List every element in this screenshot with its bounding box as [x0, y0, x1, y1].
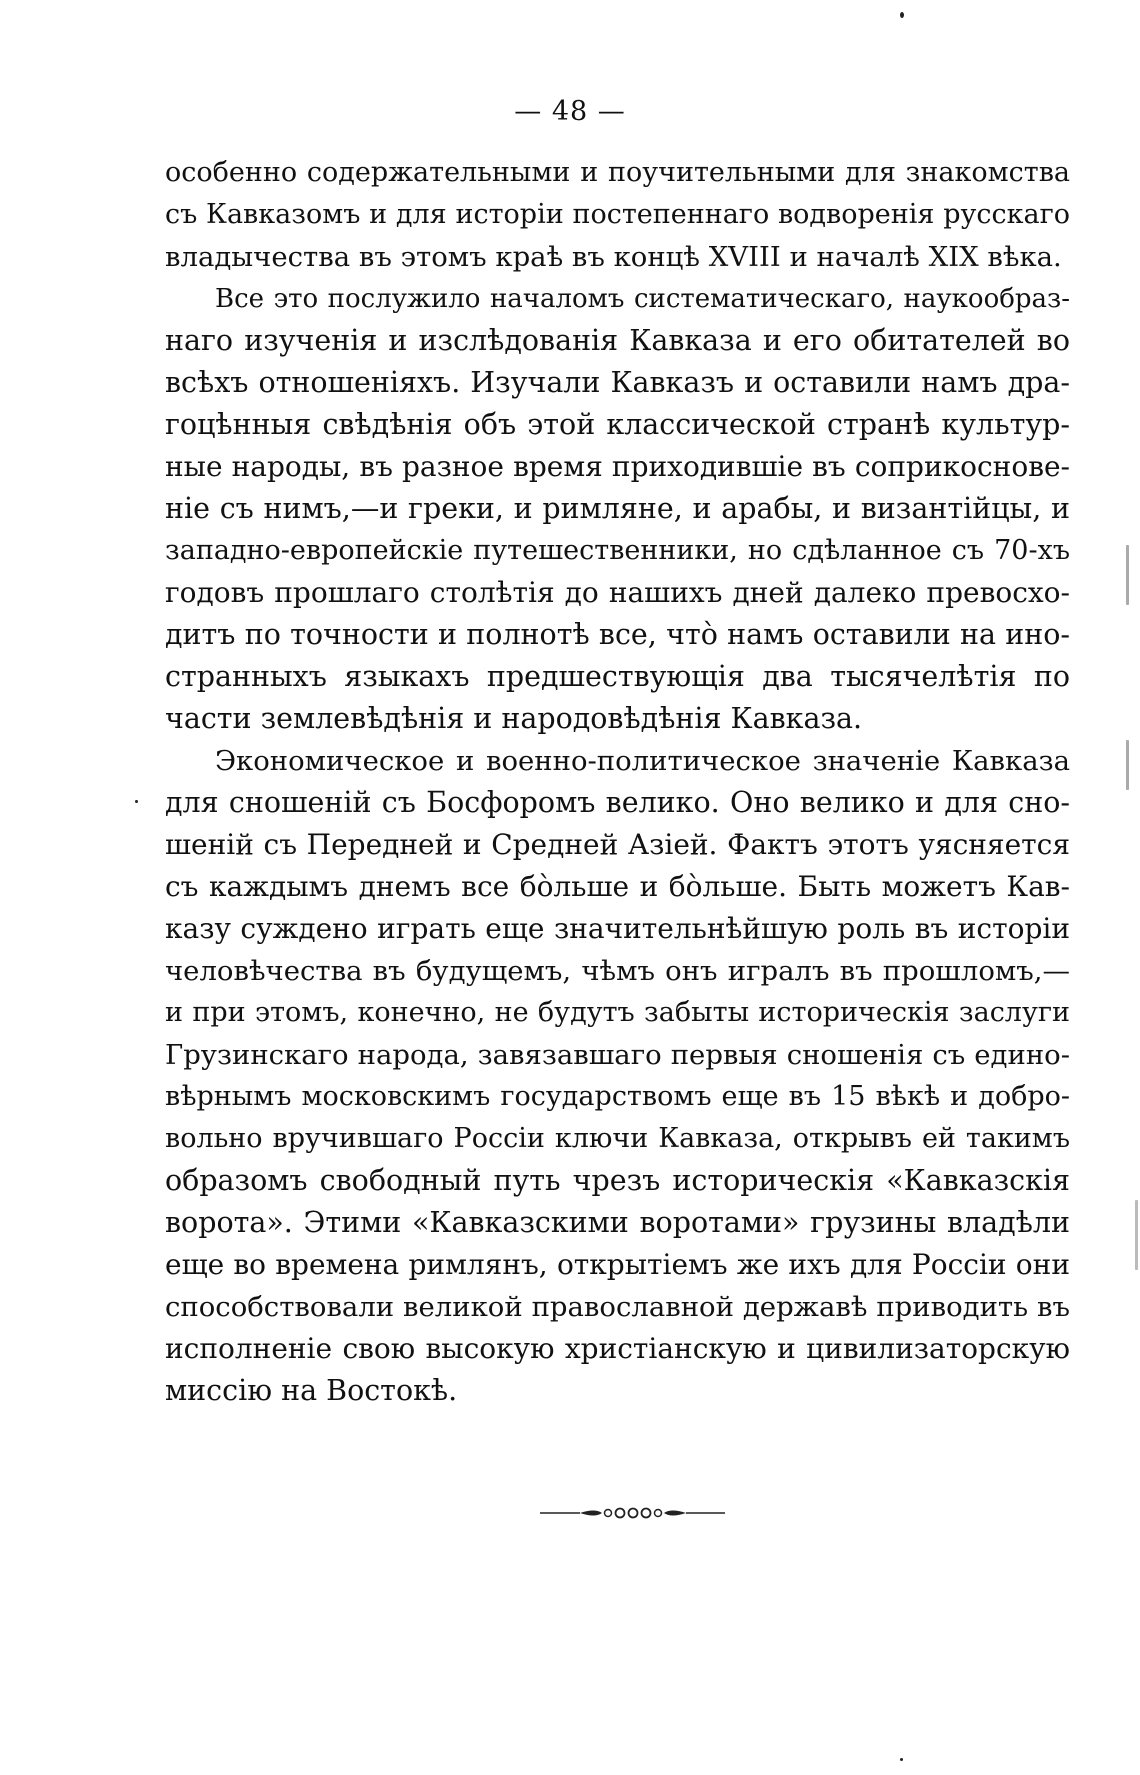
text-line: западно-европейскіе путешественники, но сдѣланное съ 70-хъ [165, 535, 1070, 566]
text-line: гоцѣнныя свѣдѣнія объ этой классической странѣ культур- [165, 408, 1070, 441]
text-line: миссію на Востокѣ. [165, 1374, 458, 1407]
text-line: казу суждено играть еще значительнѣйшую роль въ исторіи [165, 912, 1070, 945]
text-line: образомъ свободный путь чрезъ историческія «Кавказскія [165, 1164, 1070, 1197]
scan-speck [135, 800, 138, 803]
text-line: Грузинскаго народа, завязавшаго первыя сношенія съ едино- [165, 1039, 1070, 1071]
body-text [165, 152, 1070, 1412]
text-line: ворота». Этими «Кавказскими воротами» грузины владѣли [165, 1206, 1070, 1239]
text-line: еще во времена римлянъ, открытіемъ же ихъ для Россіи они [165, 1248, 1070, 1281]
text-line: способствовали великой православной державѣ приводить въ [165, 1291, 1070, 1323]
text-line: съ каждымъ днемъ все бо̀льше и бо̀льше. Быть можетъ Кав- [165, 870, 1070, 903]
text-line: для сношеній съ Босфоромъ велико. Оно велико и для сно- [165, 786, 1070, 819]
text-line: ніе съ нимъ,—и греки, и римляне, и арабы, и византійцы, и [165, 492, 1070, 525]
text-line: вѣрнымъ московскимъ государствомъ еще въ 15 вѣкѣ и добро- [165, 1081, 1070, 1112]
text-line: человѣчества въ будущемъ, чѣмъ онъ игралъ въ прошломъ,— [165, 955, 1070, 987]
scan-speck [900, 1758, 903, 1761]
text-line: странныхъ языкахъ предшествующія два тысячелѣтія по [165, 660, 1070, 693]
text-line: вольно вручившаго Россіи ключи Кавказа, открывъ ей такимъ [165, 1123, 1070, 1154]
text-line: ные народы, въ разное время приходившіе въ соприкоснове- [165, 450, 1070, 483]
text-line: части землевѣдѣнія и народовѣдѣнія Кавказа. [165, 702, 863, 735]
text-line: Экономическое и военно-политическое значеніе Кавказа [215, 745, 1070, 777]
text-line: шеній съ Передней и Средней Азіей. Фактъ этотъ уясняется [165, 828, 1070, 861]
scan-speck [1135, 1200, 1138, 1270]
text-line: особенно содержательными и поучительными для знакомства [165, 157, 1070, 188]
text-line: владычества въ этомъ краѣ въ концѣ XVIII и началѣ XIX вѣка. [165, 241, 1062, 273]
text-line: всѣхъ отношеніяхъ. Изучали Кавказъ и оставили намъ дра- [165, 366, 1070, 399]
text-line: съ Кавказомъ и для исторіи постепеннаго водворенія русскаго [165, 199, 1070, 230]
text-line: и при этомъ, конечно, не будутъ забыты историческія заслуги [165, 997, 1070, 1028]
scan-speck [1126, 545, 1129, 605]
ornament-divider [540, 1505, 730, 1521]
page-number: — 48 — [514, 96, 626, 127]
text-line: годовъ прошлаго столѣтія до нашихъ дней далеко превосхо- [165, 576, 1070, 609]
scan-speck [900, 12, 904, 18]
text-line: дитъ по точности и полнотѣ все, что̀ намъ оставили на ино- [165, 618, 1070, 651]
text-line: наго изученія и изслѣдованія Кавказа и его обитателей во [165, 324, 1070, 357]
text-line: Все это послужило началомъ систематическаго, наукообраз- [215, 284, 1070, 314]
scan-speck [1126, 740, 1129, 790]
text-line: исполненіе свою высокую христіанскую и цивилизаторскую [165, 1332, 1070, 1365]
